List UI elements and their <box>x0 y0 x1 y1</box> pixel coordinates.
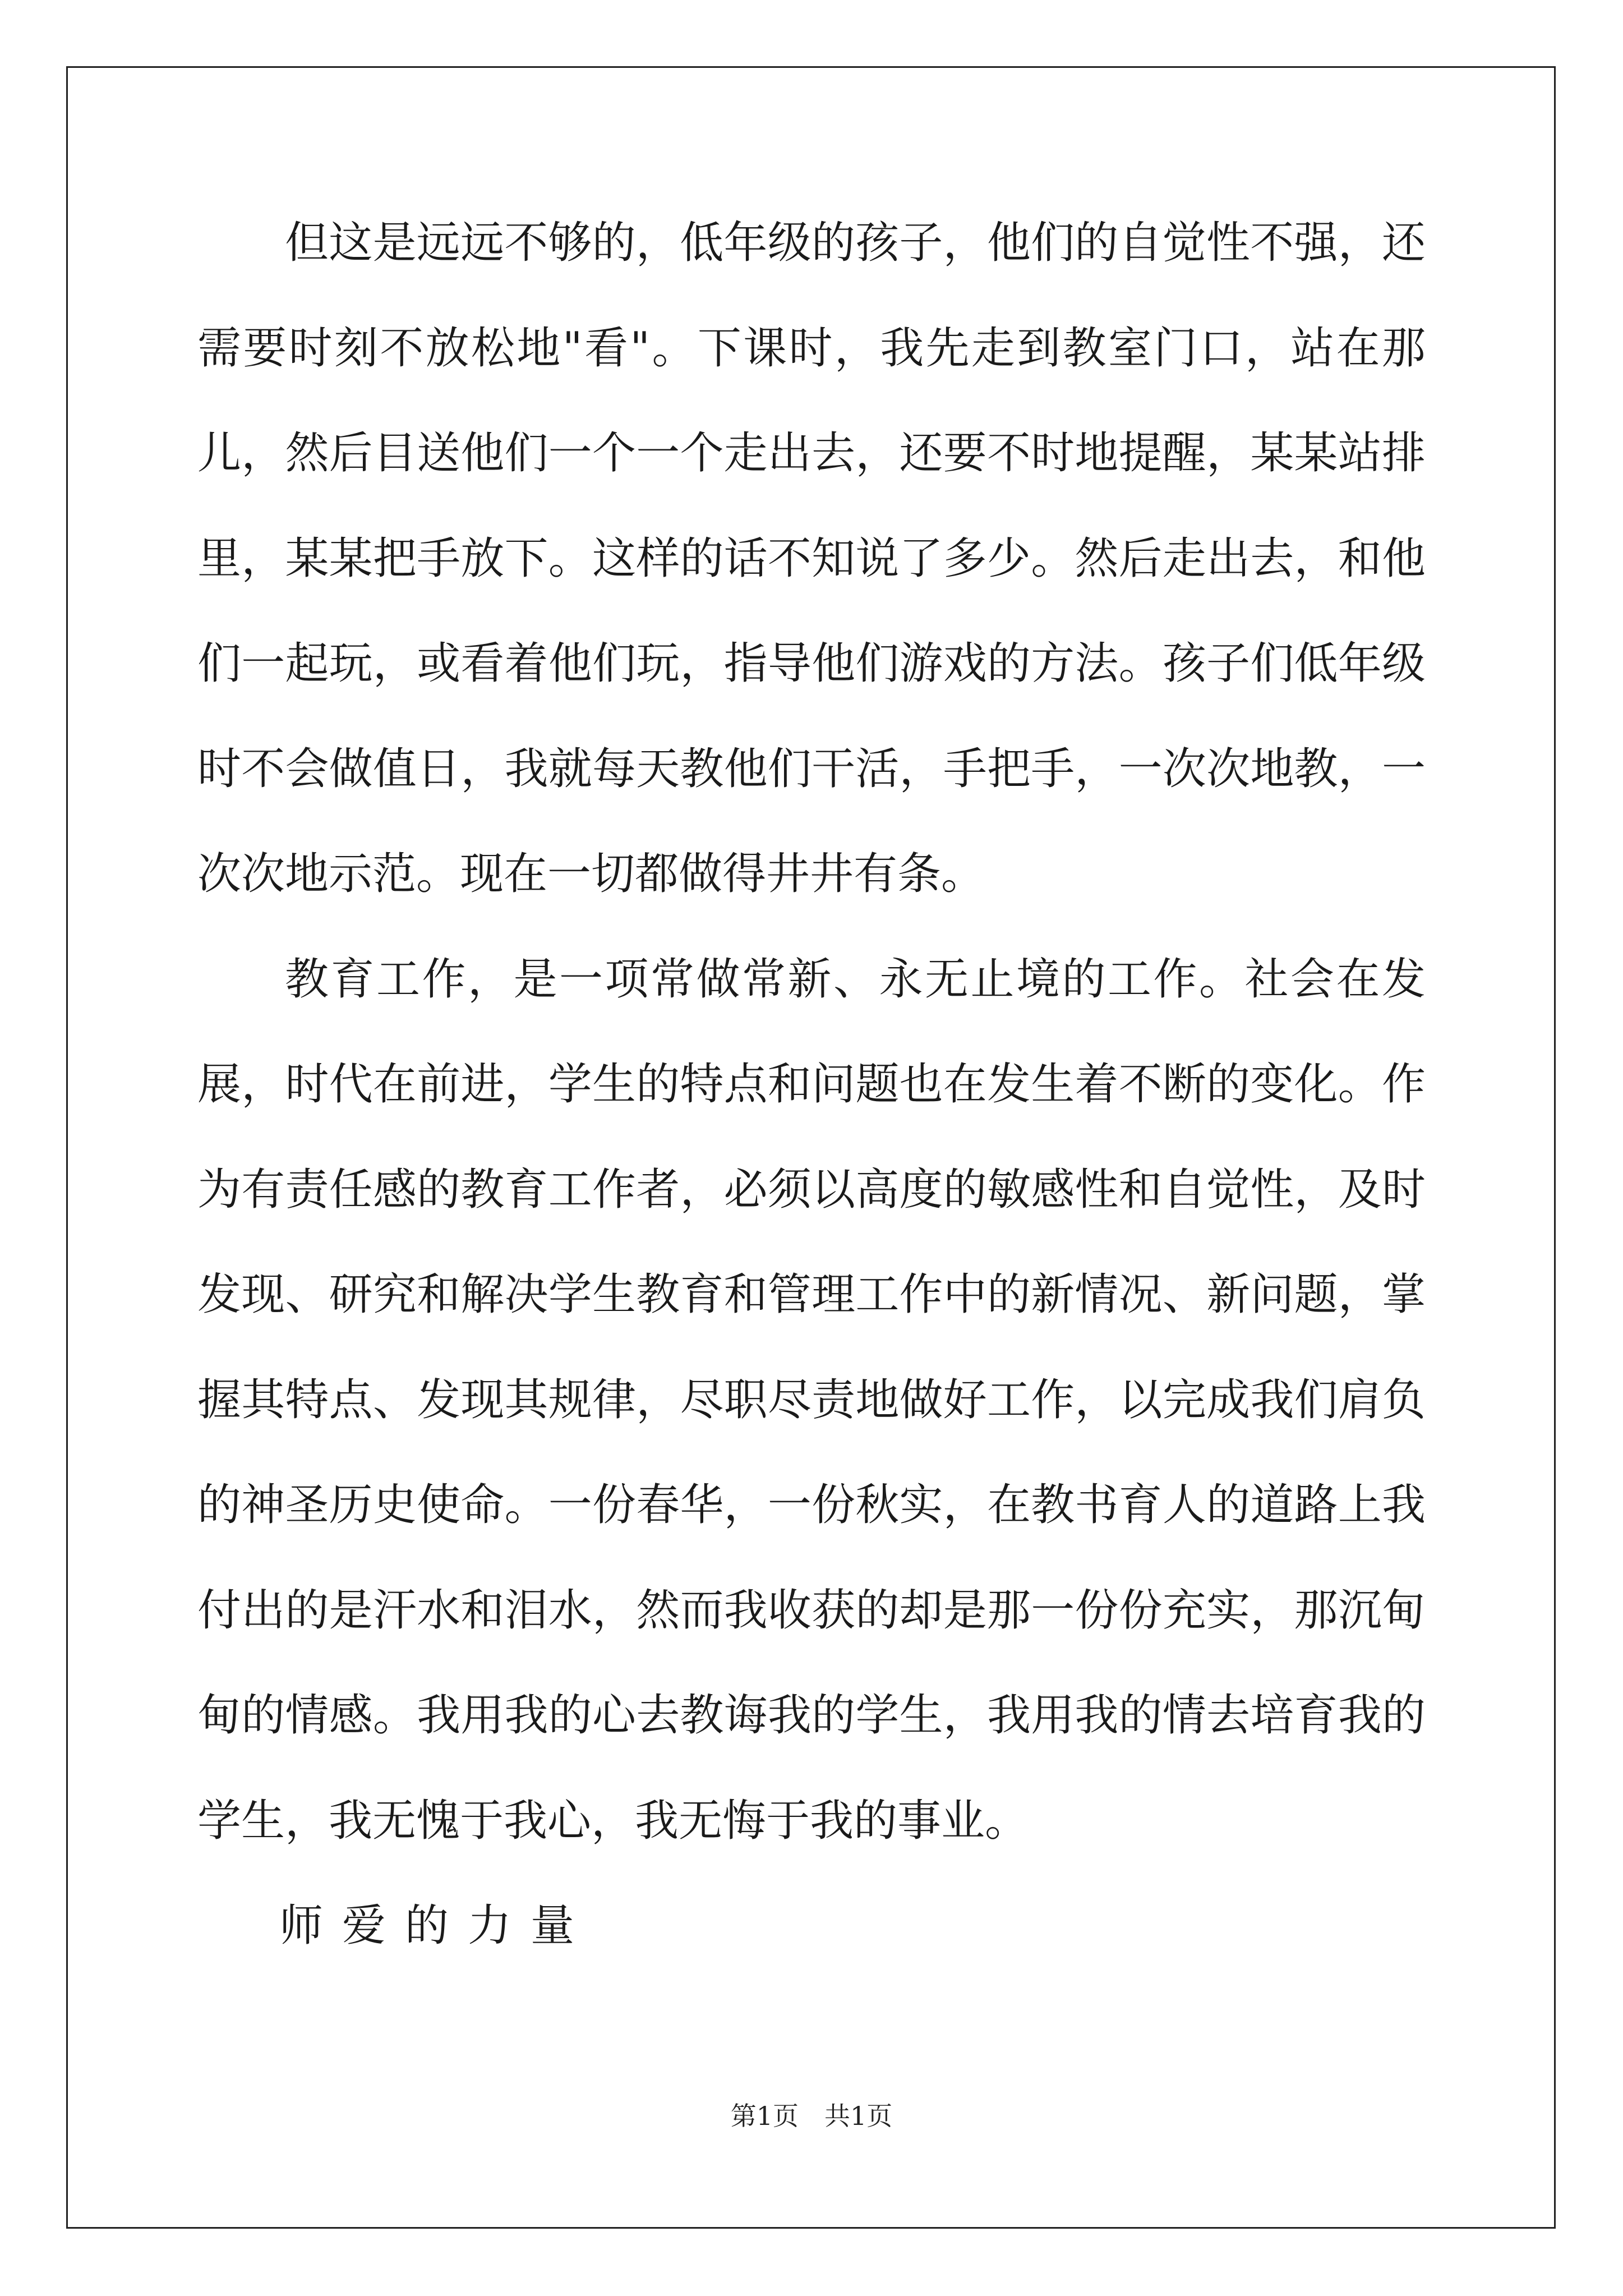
page-footer <box>0 2096 1623 2133</box>
paragraph-1: 但这是远远不够的，低年级的孩子，他们的自觉性不强，还需要时刻不放松地"看"。下课时，我先走到教室门口，站在那儿，然后目送他们一个一个走出去，还要不时地提醒，某某站排里，某某把手放下。这样的话不知说了多少。然后走出去，和他们一起玩，或看着他们玩，指导他们游戏的方法。孩子们低年级时不会做值日，我就每天教他们干活，手把手，一次次地教，一次次地示范。现在一切都做得井井有条。 <box>197 218 1426 899</box>
section-title: 师爱的力量 <box>279 1901 594 1951</box>
document-body <box>197 191 1426 1979</box>
paragraph-2: 教育工作，是一项常做常新、永无止境的工作。社会在发展，时代在前进，学生的特点和问题也在发生着不断的变化。作为有责任感的教育工作者，必须以高度的敏感性和自觉性，及时发现、研究和解决学生教育和管理工作中的新情况、新问题，掌握其特点、发现其规律，尽职尽责地做好工作，以完成我们肩负的神圣历史使命。一份春华，一份秋实，在教书育人的道路上我付出的是汗水和泪水，然而我收获的却是那一份份充实，那沉甸甸的情感。我用我的心去教诲我的学生，我用我的情去培育我的学生，我无愧于我心，我无悔于我的事业。 <box>197 954 1426 1846</box>
page-number-label: 第1页 共1页 <box>730 2101 893 2131</box>
